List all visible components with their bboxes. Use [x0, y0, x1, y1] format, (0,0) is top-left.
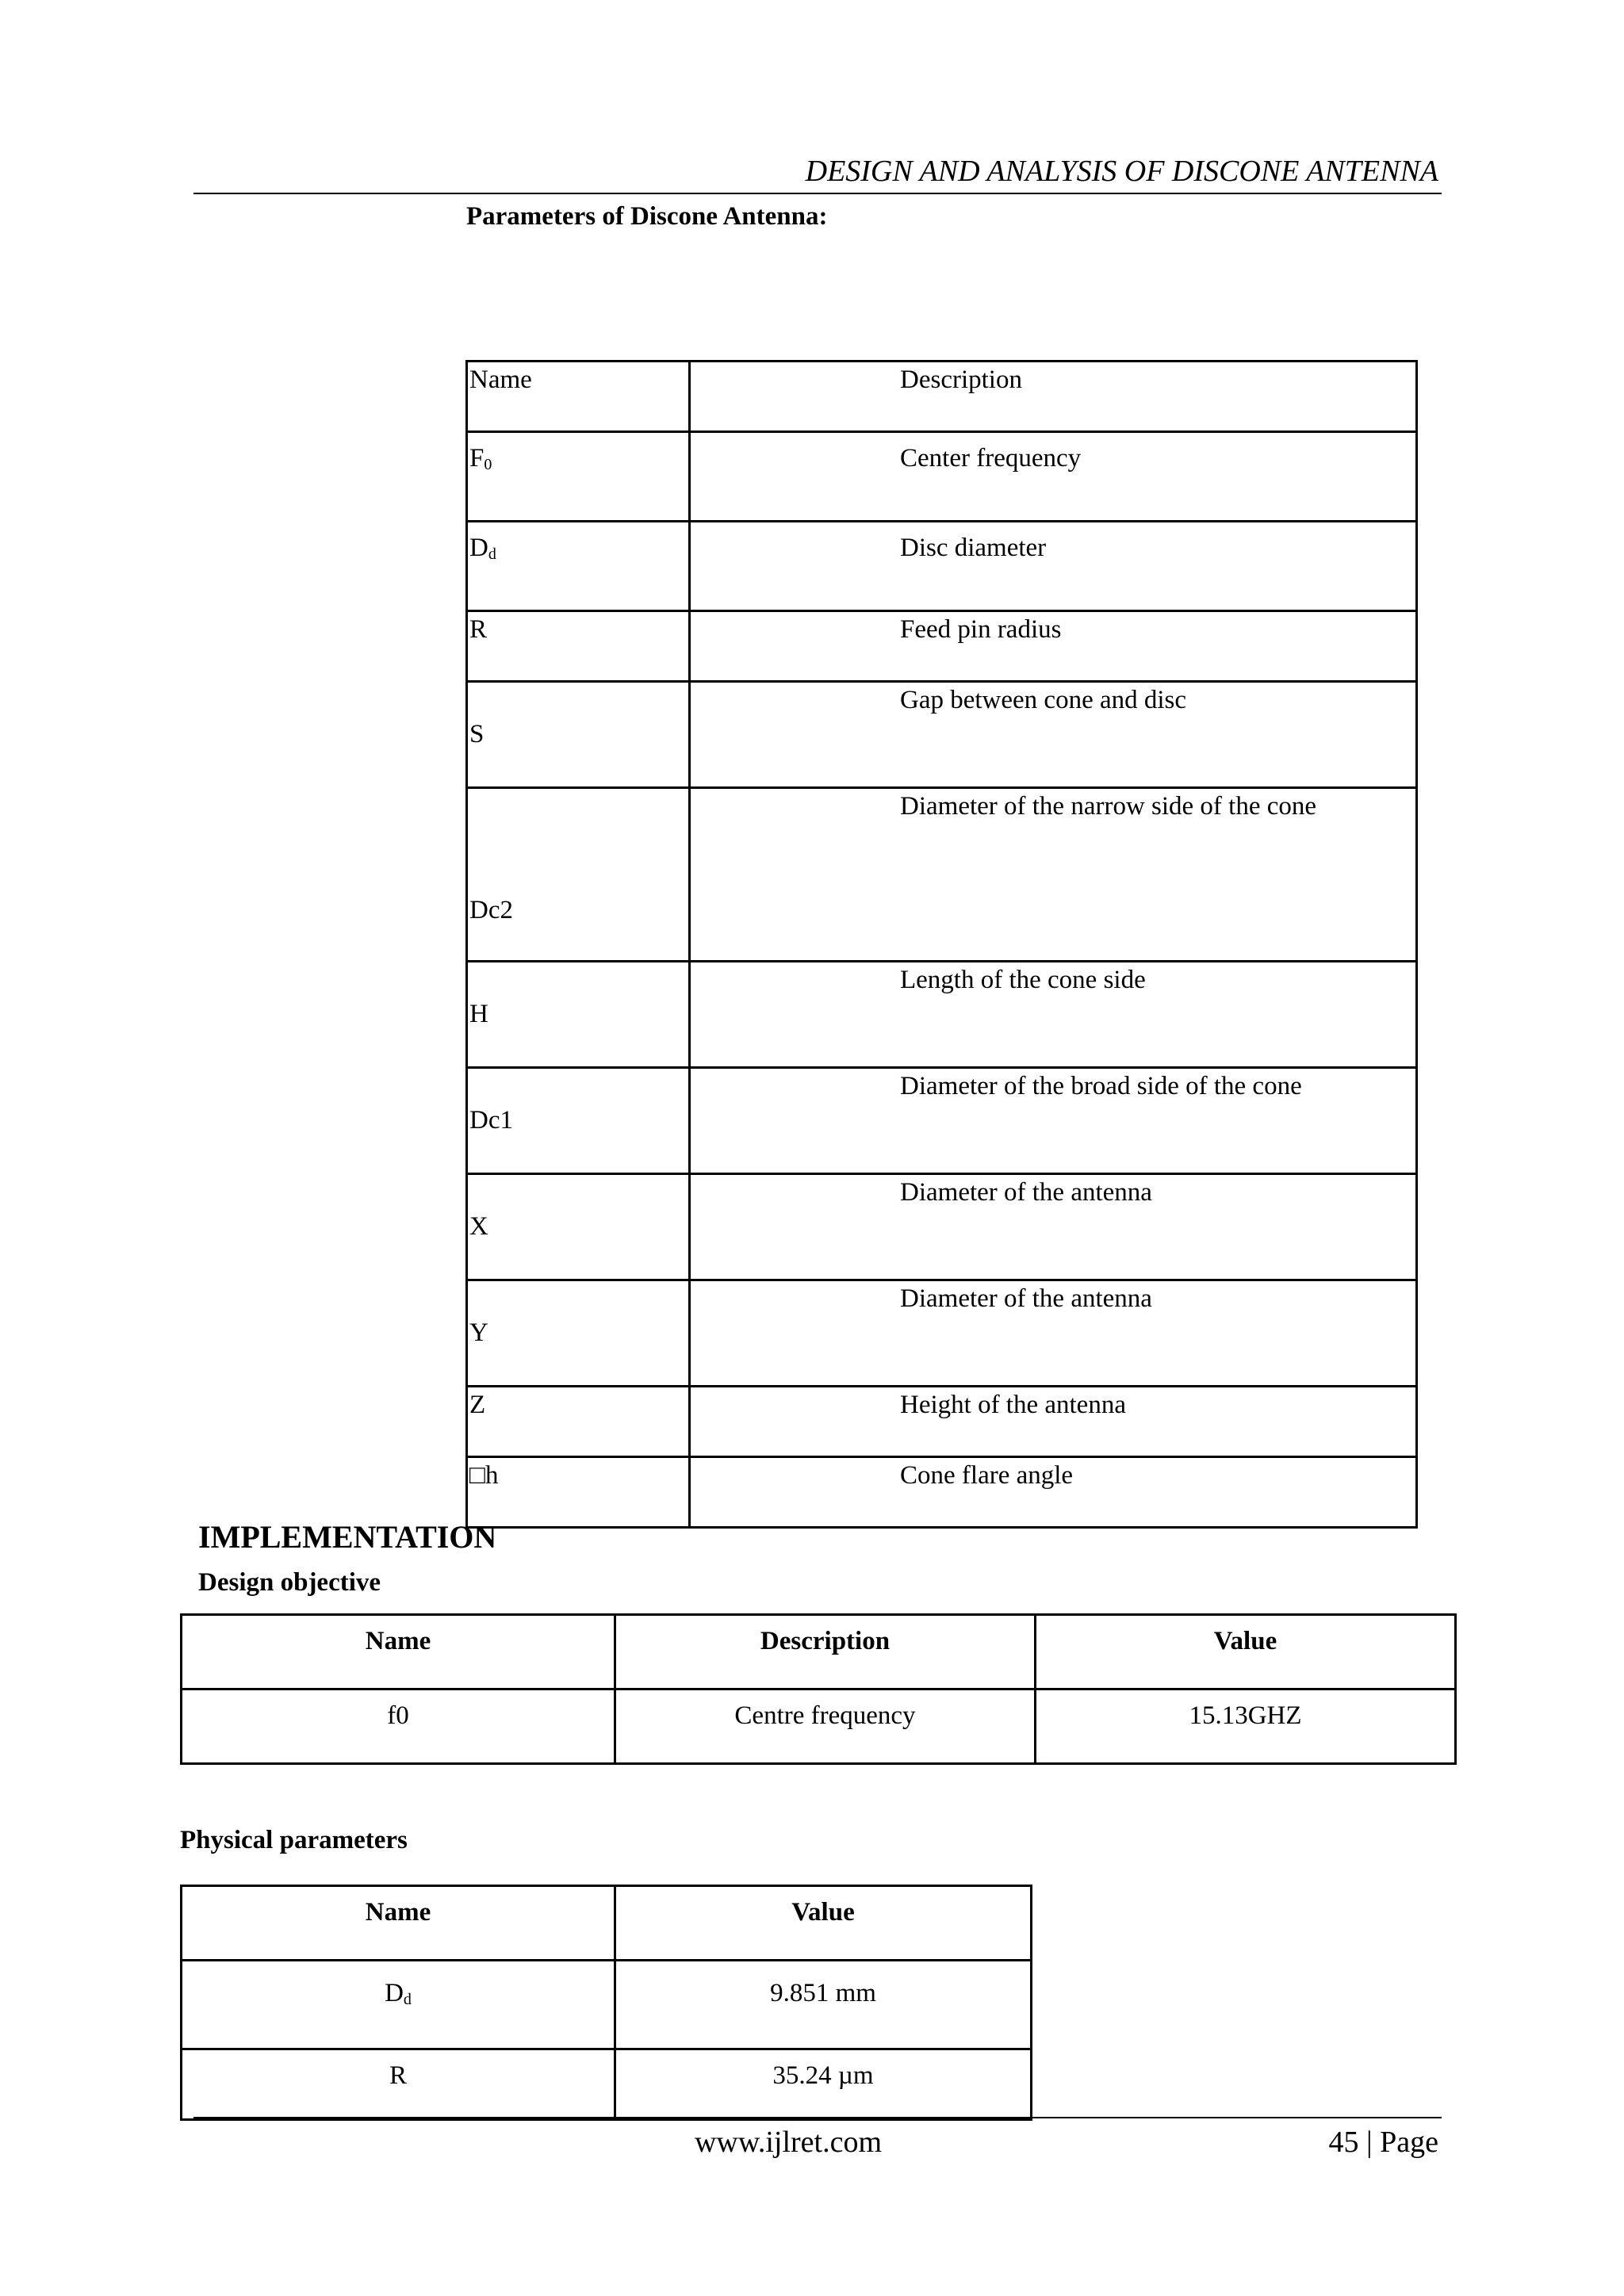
param-description: Diameter of the antenna [690, 1280, 1417, 1387]
param-description: Diameter of the broad side of the cone [690, 1068, 1417, 1174]
design-value: 15.13GHZ [1036, 1689, 1456, 1764]
parameters-heading: Parameters of Discone Antenna: [466, 202, 828, 231]
table-row [182, 1689, 1456, 1764]
column-header-name: Name [182, 1886, 615, 1961]
running-title: DESIGN AND ANALYSIS OF DISCONE ANTENNA [805, 155, 1438, 188]
param-name: X [467, 1174, 690, 1280]
table-row [467, 1457, 1417, 1528]
param-description: Feed pin radius [690, 611, 1417, 682]
param-description: Center frequency [690, 432, 1417, 522]
param-name: Dc1 [467, 1068, 690, 1174]
table-row [467, 1068, 1417, 1174]
param-description: Cone flare angle [690, 1457, 1417, 1528]
physical-name: R [182, 2049, 615, 2120]
physical-value: 9.851 mm [615, 1961, 1032, 2049]
physical-name: $D_d$ [182, 1961, 615, 2049]
param-name: Dc2 [467, 788, 690, 962]
design-name: f0 [182, 1689, 615, 1764]
table-row [467, 962, 1417, 1068]
table-row [467, 788, 1417, 962]
param-description: Gap between cone and disc [690, 682, 1417, 788]
param-name: Z [467, 1387, 690, 1457]
table-row [182, 2049, 1032, 2120]
table-header-row [182, 1886, 1032, 1961]
param-name: □h [467, 1457, 690, 1528]
column-header-description: Description [615, 1615, 1036, 1689]
column-header-value: Value [1036, 1615, 1456, 1689]
param-name: H [467, 962, 690, 1068]
design-description: Centre frequency [615, 1689, 1036, 1764]
table-row [182, 1961, 1032, 2049]
column-header-value: Value [615, 1886, 1032, 1961]
param-description: Diameter of the narrow side of the cone [690, 788, 1417, 962]
physical-parameters-heading: Physical parameters [180, 1826, 408, 1854]
param-description: Diameter of the antenna [690, 1174, 1417, 1280]
physical-parameters-table [180, 1885, 1032, 2121]
table-row [467, 1280, 1417, 1387]
param-name: R [467, 611, 690, 682]
param-name: $F_0$ [467, 432, 690, 522]
table-row [467, 522, 1417, 611]
design-objective-table [180, 1613, 1457, 1765]
param-name: S [467, 682, 690, 788]
column-header-name: Name [467, 362, 690, 432]
param-description: Height of the antenna [690, 1387, 1417, 1457]
implementation-heading: IMPLEMENTATION [198, 1519, 497, 1555]
footer-rule [193, 2117, 1442, 2118]
footer-url: www.ijlret.com [694, 2126, 883, 2159]
parameters-table [465, 360, 1418, 1529]
table-header-row [182, 1615, 1456, 1689]
param-name: $D_d$ [467, 522, 690, 611]
column-header-description: Description [690, 362, 1417, 432]
table-header-row [467, 362, 1417, 432]
param-name: Y [467, 1280, 690, 1387]
table-row [467, 611, 1417, 682]
param-description: Length of the cone side [690, 962, 1417, 1068]
table-row [467, 1174, 1417, 1280]
page-number: 45 | Page [1328, 2126, 1438, 2159]
physical-value: 35.24 µm [615, 2049, 1032, 2120]
column-header-name: Name [182, 1615, 615, 1689]
design-objective-heading: Design objective [198, 1568, 381, 1597]
header-rule [193, 193, 1442, 194]
table-row [467, 682, 1417, 788]
table-row [467, 1387, 1417, 1457]
missing-glyph: □ [469, 1461, 485, 1490]
table-row [467, 432, 1417, 522]
param-description: Disc diameter [690, 522, 1417, 611]
